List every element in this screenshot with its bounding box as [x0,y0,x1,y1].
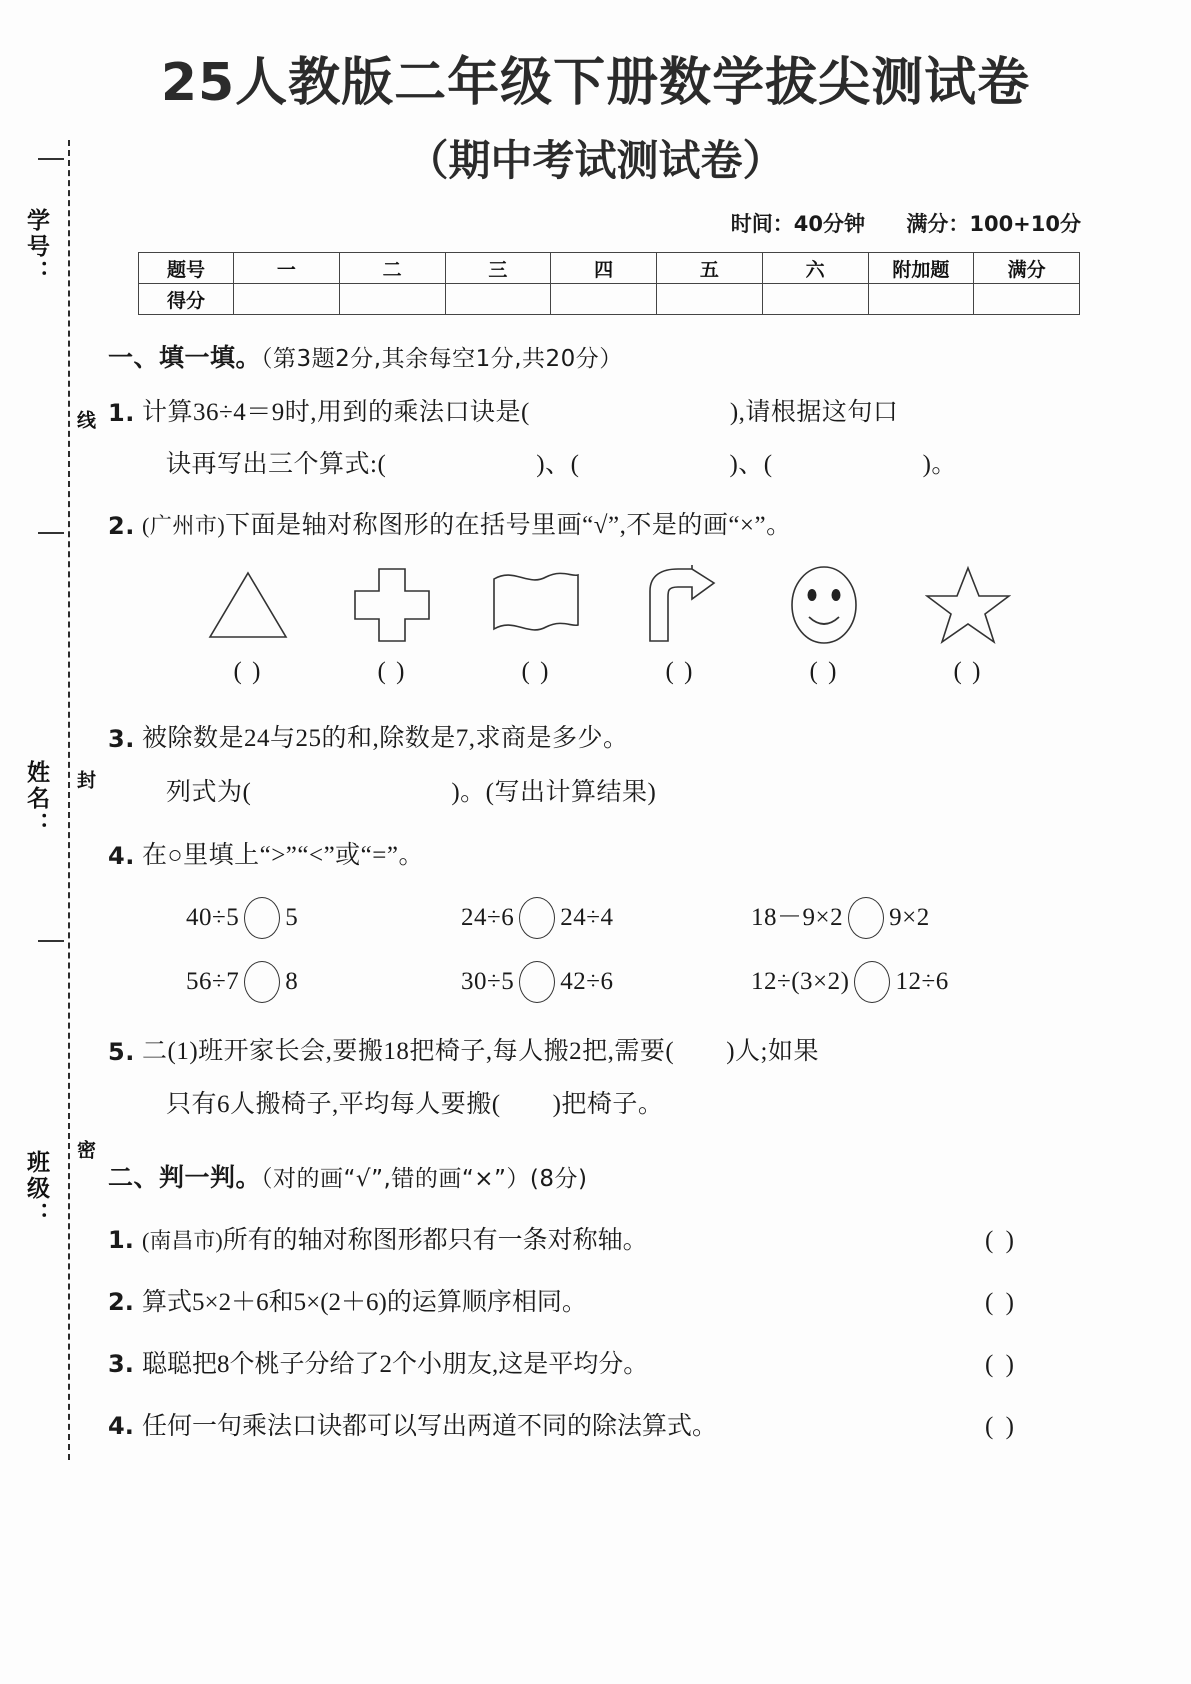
exam-full-score: 满分：100+10分 [906,212,1081,236]
section-2-title: 二、判一判。 [108,1162,262,1192]
q1-text-d: )、( [536,450,580,478]
q5-text-b: )人;如果 [726,1037,820,1065]
q1-text-f: )。 [922,450,957,478]
left-margin-strip [0,140,104,1460]
compare-item [751,897,1051,939]
question-number: 2. [108,1287,134,1316]
question-number: 3. [108,725,135,753]
q5-text-d: )把椅子。 [552,1091,664,1118]
question-line [142,394,1056,432]
compare-row-2 [186,961,1066,1003]
section-heading-1 [108,338,1056,374]
question-1-2 [108,507,1056,690]
question-line [142,1282,946,1318]
compare-right: 24÷4 [560,903,614,931]
compare-item [461,961,751,1003]
question-number: 1. [108,399,135,427]
table-row-header [139,253,1080,284]
smiley-face-shape [754,561,894,649]
answer-bracket[interactable]: ( ) [985,1412,1017,1440]
score-cell-1[interactable] [339,284,445,315]
answer-bracket[interactable]: ( ) [521,657,551,685]
tf-text: 所有的轴对称图形都只有一条对称轴。 [222,1226,648,1254]
score-table-col-7: 满分 [974,253,1080,284]
question-line [142,1220,946,1256]
question-line [142,446,1056,484]
compare-right: 8 [285,967,299,995]
question-line [142,1086,1056,1124]
q1-text-c: 诀再写出三个算式:( [166,450,387,478]
compare-right: 9×2 [889,903,930,931]
answer-bracket[interactable]: ( ) [953,657,983,685]
exam-duration: 时间：40分钟 [730,212,866,236]
compare-left: 12÷(3×2) [751,967,850,995]
q3-text-a: 列式为( [166,778,252,806]
compare-circle[interactable] [519,961,555,1003]
section-1-title: 一、填一填。 [108,343,262,372]
compare-item [461,897,751,939]
page-title: 25人教版二年级下册数学拔尖测试卷 [160,53,1031,113]
exam-meta [731,208,1081,238]
question-1-5 [108,1033,1056,1124]
compare-circle[interactable] [848,897,884,939]
compare-left: 40÷5 [186,903,240,931]
margin-rule-0 [38,158,64,160]
question-number: 4. [108,1411,134,1440]
curved-arrow-shape [610,561,750,649]
q1-text-e: )、( [729,450,773,478]
question-line: 被除数是24与25的和,除数是7,求商是多少。 [142,725,629,752]
exam-content [108,328,1056,1442]
city-tag: (南昌市) [142,1227,223,1253]
answer-bracket[interactable]: ( ) [233,657,263,685]
question-2-3 [108,1344,1056,1380]
answer-bracket[interactable]: ( ) [377,657,407,685]
compare-right: 5 [285,903,299,931]
compare-circle[interactable] [244,961,280,1003]
symmetry-shapes-row [178,561,1038,649]
q1-text-b: ),请根据这句口 [729,399,899,426]
compare-circle[interactable] [244,897,280,939]
question-line [142,1344,946,1380]
question-number: 4. [108,842,135,870]
question-number: 1. [108,1225,134,1254]
score-table-col-4: 五 [657,253,763,284]
score-cell-5[interactable] [762,284,868,315]
compare-right: 12÷6 [895,967,949,995]
question-2-1 [108,1220,1056,1256]
seal-char-seal: 封 [74,770,96,791]
question-2-2 [108,1282,1056,1318]
question-line [142,507,1056,545]
score-cell-0[interactable] [234,284,340,315]
question-number: 2. [108,512,135,540]
score-table-col-5: 六 [762,253,868,284]
question-line: 在○里填上“>”“<”或“=”。 [142,842,424,869]
answer-bracket[interactable]: ( ) [809,657,839,685]
score-cell-4[interactable] [657,284,763,315]
question-1-1 [108,394,1056,483]
margin-field-name: 姓名： [23,760,49,838]
triangle-shape [178,561,318,649]
score-table-row-label-1: 得分 [139,284,234,315]
score-cell-6[interactable] [868,284,974,315]
margin-rule-2 [38,940,64,942]
question-line [142,1406,946,1442]
compare-item [186,961,461,1003]
question-number: 5. [108,1037,135,1066]
section-1-note: （第3题2分,其余每空1分,共20分） [261,346,623,372]
compare-item [186,897,461,939]
compare-left: 18－9×2 [751,903,844,931]
wavy-flag-shape [466,561,606,649]
section-heading-2 [108,1158,1056,1194]
question-line [142,774,1056,812]
question-number: 3. [108,1349,134,1378]
seal-char-line: 线 [74,410,96,431]
compare-item [751,961,1051,1003]
compare-circle[interactable] [519,897,555,939]
compare-left: 56÷7 [186,967,240,995]
score-table-col-3: 四 [551,253,657,284]
q2-text: 下面是轴对称图形的在括号里画“√”,不是的画“×”。 [225,512,792,539]
score-table-col-2: 三 [445,253,551,284]
answer-bracket[interactable]: ( ) [665,657,695,685]
compare-left: 30÷5 [461,967,515,995]
answer-bracket[interactable]: ( ) [985,1350,1017,1378]
star-shape [898,561,1038,649]
tf-text: 算式5×2＋6和5×(2＋6)的运算顺序相同。 [142,1288,587,1316]
tf-text: 聪聪把8个桃子分给了2个小朋友,这是平均分。 [142,1350,649,1378]
compare-left: 24÷6 [461,903,515,931]
margin-rule-1 [38,532,64,534]
score-cell-3[interactable] [551,284,657,315]
question-1-4 [108,837,1056,1003]
q3-text-b: )。(写出计算结果) [451,778,657,806]
compare-right: 42÷6 [560,967,614,995]
q1-text-a: 计算36÷4＝9时,用到的乘法口诀是( [142,399,530,426]
score-cell-7[interactable] [974,284,1080,315]
compare-circle[interactable] [854,961,890,1003]
cross-shape [322,561,462,649]
answer-bracket[interactable]: ( ) [985,1226,1017,1254]
q5-text-a: 二(1)班开家长会,要搬18把椅子,每人搬2把,需要( [142,1037,675,1065]
city-tag: (广州市) [142,513,226,538]
compare-row-1 [186,897,1066,939]
score-table-row-label-0: 题号 [139,253,234,284]
margin-field-student-id: 学号： [23,208,49,286]
question-1-3 [108,720,1056,811]
score-table [138,252,1080,315]
margin-field-class: 班级： [23,1150,49,1228]
page-subtitle: （期中考试测试卷） [406,136,785,185]
table-row-scores [139,284,1080,315]
score-table-col-0: 一 [234,253,340,284]
score-table-col-1: 二 [339,253,445,284]
q5-text-c: 只有6人搬椅子,平均每人要搬( [166,1091,501,1118]
score-cell-2[interactable] [445,284,551,315]
score-table-col-6: 附加题 [868,253,974,284]
question-line [142,1033,1056,1071]
answer-bracket[interactable]: ( ) [985,1288,1017,1316]
seal-dashed-line [68,140,70,1460]
question-2-4 [108,1406,1056,1442]
tf-text: 任何一句乘法口诀都可以写出两道不同的除法算式。 [142,1412,718,1440]
seal-char-secret: 密 [74,1140,96,1161]
section-2-note: （对的画“√”,错的画“×”）(8分) [261,1165,588,1192]
symmetry-answer-brackets [178,653,1038,691]
